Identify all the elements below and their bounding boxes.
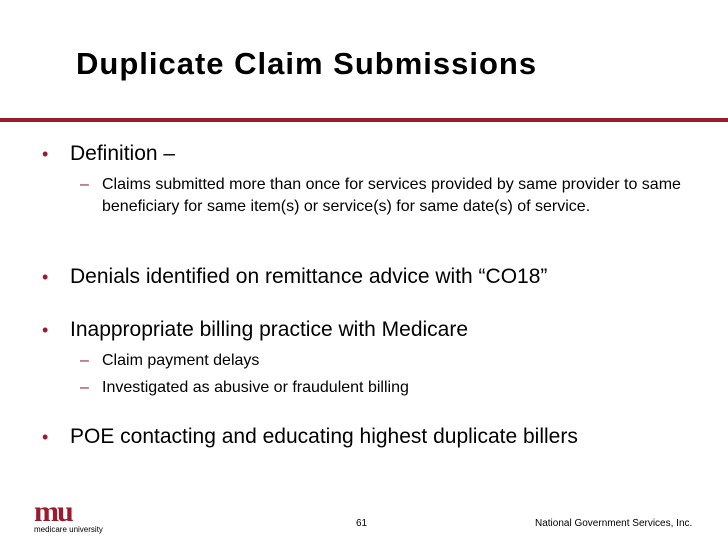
bullet-dot-icon: • [42,427,49,447]
footer-organization: National Government Services, Inc. [535,518,693,529]
bullet-dot-icon: • [42,267,49,287]
bullet-text: Inappropriate billing practice with Medicare [70,318,469,341]
sub-bullet-text: Claim payment delays [102,352,260,369]
sub-bullet-text: Claims submitted more than once for services provided by same provider to same beneficiary for same item(s) or service(s) for same date(s) of service. [102,176,681,215]
bullet-text: Denials identified on remittance advice with “CO18” [70,265,548,288]
bullet-text: Definition – [70,142,176,165]
sub-bullet-dash-icon: – [80,176,89,193]
sub-bullet-dash-icon: – [80,379,89,396]
sub-bullet-dash-icon: – [80,352,89,369]
bullet-text: POE contacting and educating highest duplicate billers [70,425,578,448]
logo-text: medicare university [34,525,103,534]
bullet-dot-icon: • [42,144,49,164]
logo-mark: mu [34,495,72,528]
bullet-dot-icon: • [42,320,49,340]
sub-bullet-text: Investigated as abusive or fraudulent billing [102,379,409,396]
slide-title: Duplicate Claim Submissions [76,46,538,81]
title-divider [0,118,728,122]
page-number: 61 [356,518,368,529]
medicare-university-logo [34,497,114,537]
